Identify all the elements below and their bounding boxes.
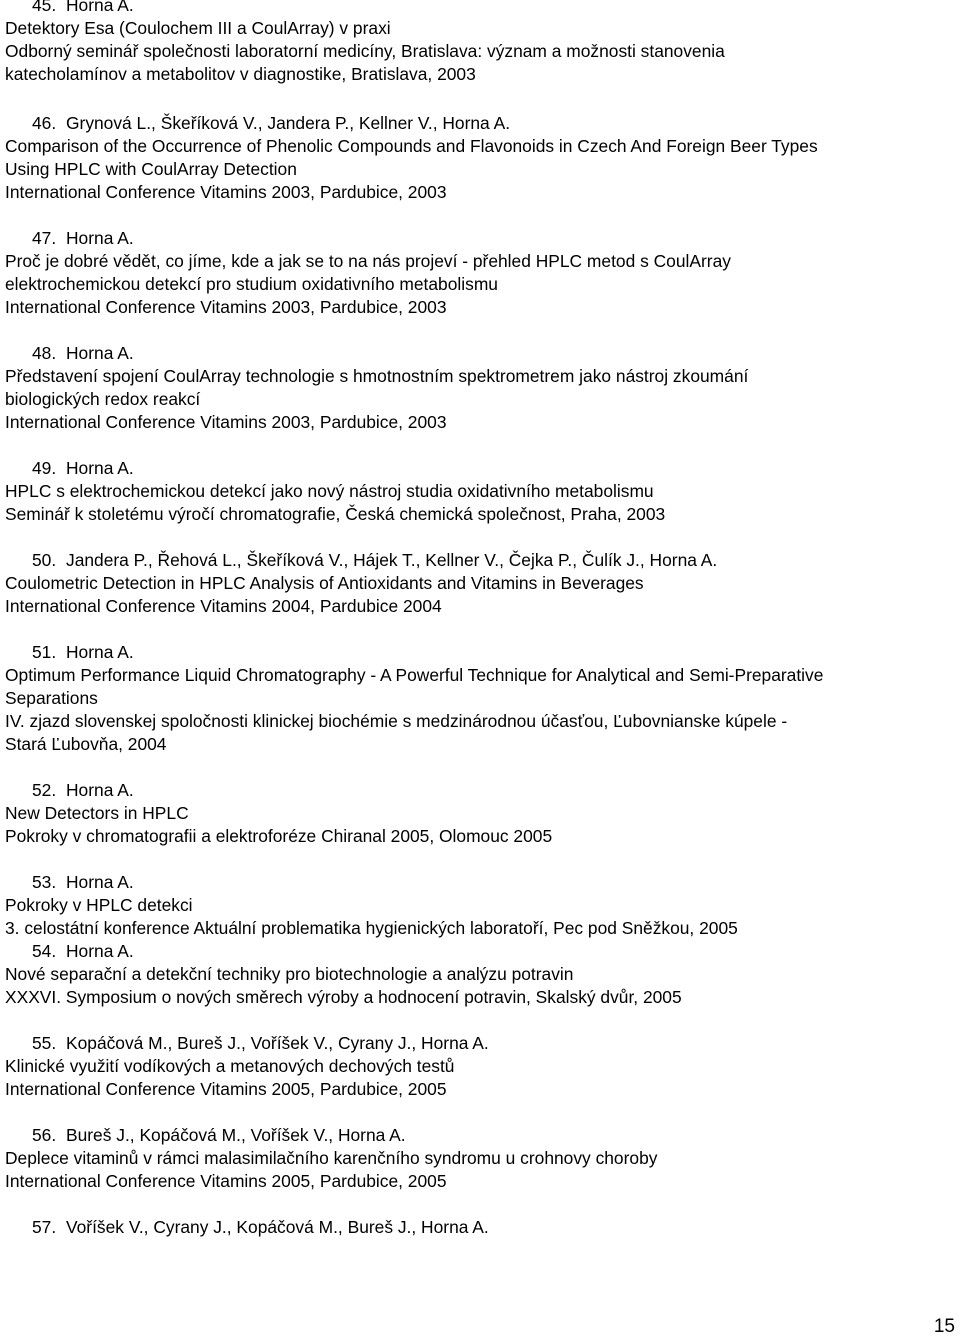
entry-number: 51. [32, 642, 57, 662]
entry-number: 52. [32, 780, 57, 800]
entry-authors: Voříšek V., Cyrany J., Kopáčová M., Bureš J., Horna A. [66, 1217, 489, 1237]
entry-48-heading [5, 342, 134, 365]
entry-52-heading [5, 779, 134, 802]
entry-53-heading [5, 871, 134, 894]
entry-number: 55. [32, 1033, 57, 1053]
entry-authors: Horna A. [66, 780, 134, 800]
entry-46-line: International Conference Vitamins 2003, Pardubice, 2003 [5, 182, 447, 202]
entry-51-line: Stará Ľubovňa, 2004 [5, 734, 167, 754]
entry-47-line: Proč je dobré vědět, co jíme, kde a jak se to na nás projeví - přehled HPLC metod s CoulArray [5, 251, 731, 271]
entry-52-line: Pokroky v chromatografii a elektroforéze Chiranal 2005, Olomouc 2005 [5, 826, 553, 846]
entry-53-line: 3. celostátní konference Aktuální problematika hygienických laboratoří, Pec pod Sněžkou, 2005 [5, 918, 738, 938]
entry-51-line: Optimum Performance Liquid Chromatography - A Powerful Technique for Analytical and Semi-Preparative [5, 665, 824, 685]
entry-55-heading [5, 1032, 489, 1055]
entry-48-line: Představení spojení CoulArray technologie s hmotnostním spektrometrem jako nástroj zkoumání [5, 366, 749, 386]
entry-54-heading [5, 940, 134, 963]
entry-number: 48. [32, 343, 57, 363]
entry-51-line: IV. zjazd slovenskej spoločnosti klinickej biochémie s medzinárodnou účasťou, Ľubovnianske kúpele - [5, 711, 788, 731]
entry-49-heading [5, 457, 134, 480]
entry-50-heading [5, 549, 717, 572]
entry-45-line: Odborný seminář společnosti laboratorní medicíny, Bratislava: význam a možnosti stanovenia [5, 41, 725, 61]
entry-number: 56. [32, 1125, 57, 1145]
entry-54-line: Nové separační a detekční techniky pro biotechnologie a analýzu potravin [5, 964, 574, 984]
entry-47-line: elektrochemickou detekcí pro studium oxidativního metabolismu [5, 274, 498, 294]
entry-number: 54. [32, 941, 57, 961]
entry-number: 46. [32, 113, 57, 133]
entry-number: 45. [32, 0, 57, 15]
page-number: 15 [933, 1316, 955, 1337]
entry-authors: Horna A. [66, 458, 134, 478]
entry-authors: Horna A. [66, 228, 134, 248]
entry-authors: Jandera P., Řehová L., Škeříková V., Hájek T., Kellner V., Čejka P., Čulík J., Horna A. [66, 550, 718, 570]
entry-number: 57. [32, 1217, 57, 1237]
entry-number: 47. [32, 228, 57, 248]
entry-46-line: Comparison of the Occurrence of Phenolic Compounds and Flavonoids in Czech And Foreign Beer Types [5, 136, 818, 156]
entry-50-line: International Conference Vitamins 2004, Pardubice 2004 [5, 596, 442, 616]
entry-55-line: International Conference Vitamins 2005, Pardubice, 2005 [5, 1079, 447, 1099]
entry-number: 53. [32, 872, 57, 892]
entry-49-line: Seminář k stoletému výročí chromatografie, Česká chemická společnost, Praha, 2003 [5, 504, 666, 524]
entry-56-line: International Conference Vitamins 2005, Pardubice, 2005 [5, 1171, 447, 1191]
entry-45-line: Detektory Esa (Coulochem III a CoulArray) v praxi [5, 18, 391, 38]
entry-46-heading [5, 112, 510, 135]
entry-56-heading [5, 1124, 406, 1147]
entry-50-line: Coulometric Detection in HPLC Analysis of Antioxidants and Vitamins in Beverages [5, 573, 644, 593]
entry-57-heading [5, 1216, 489, 1239]
entry-authors: Grynová L., Škeříková V., Jandera P., Kellner V., Horna A. [66, 113, 511, 133]
entry-54-line: XXXVI. Symposium o nových směrech výroby a hodnocení potravin, Skalský dvůr, 2005 [5, 987, 682, 1007]
entry-authors: Horna A. [66, 642, 134, 662]
entry-45-line: katecholamínov a metabolitov v diagnostike, Bratislava, 2003 [5, 64, 476, 84]
entry-authors: Kopáčová M., Bureš J., Voříšek V., Cyrany J., Horna A. [66, 1033, 489, 1053]
entry-number: 50. [32, 550, 57, 570]
entry-number: 49. [32, 458, 57, 478]
entry-47-line: International Conference Vitamins 2003, Pardubice, 2003 [5, 297, 447, 317]
entry-53-line: Pokroky v HPLC detekci [5, 895, 193, 915]
entry-authors: Bureš J., Kopáčová M., Voříšek V., Horna A. [66, 1125, 406, 1145]
entry-56-line: Deplece vitaminů v rámci malasimilačního karenčního syndromu u crohnovy choroby [5, 1148, 658, 1168]
entry-48-line: International Conference Vitamins 2003, Pardubice, 2003 [5, 412, 447, 432]
entry-49-line: HPLC s elektrochemickou detekcí jako nový nástroj studia oxidativního metabolismu [5, 481, 654, 501]
entry-authors: Horna A. [66, 941, 134, 961]
entry-48-line: biologických redox reakcí [5, 389, 201, 409]
entry-51-heading [5, 641, 134, 664]
entry-authors: Horna A. [66, 872, 134, 892]
entry-46-line: Using HPLC with CoulArray Detection [5, 159, 297, 179]
entry-52-line: New Detectors in HPLC [5, 803, 189, 823]
entry-45-heading [5, 0, 134, 17]
entry-authors: Horna A. [66, 343, 134, 363]
entry-47-heading [5, 227, 134, 250]
entry-authors: Horna A. [66, 0, 134, 15]
entry-51-line: Separations [5, 688, 98, 708]
entry-55-line: Klinické využití vodíkových a metanových dechových testů [5, 1056, 455, 1076]
